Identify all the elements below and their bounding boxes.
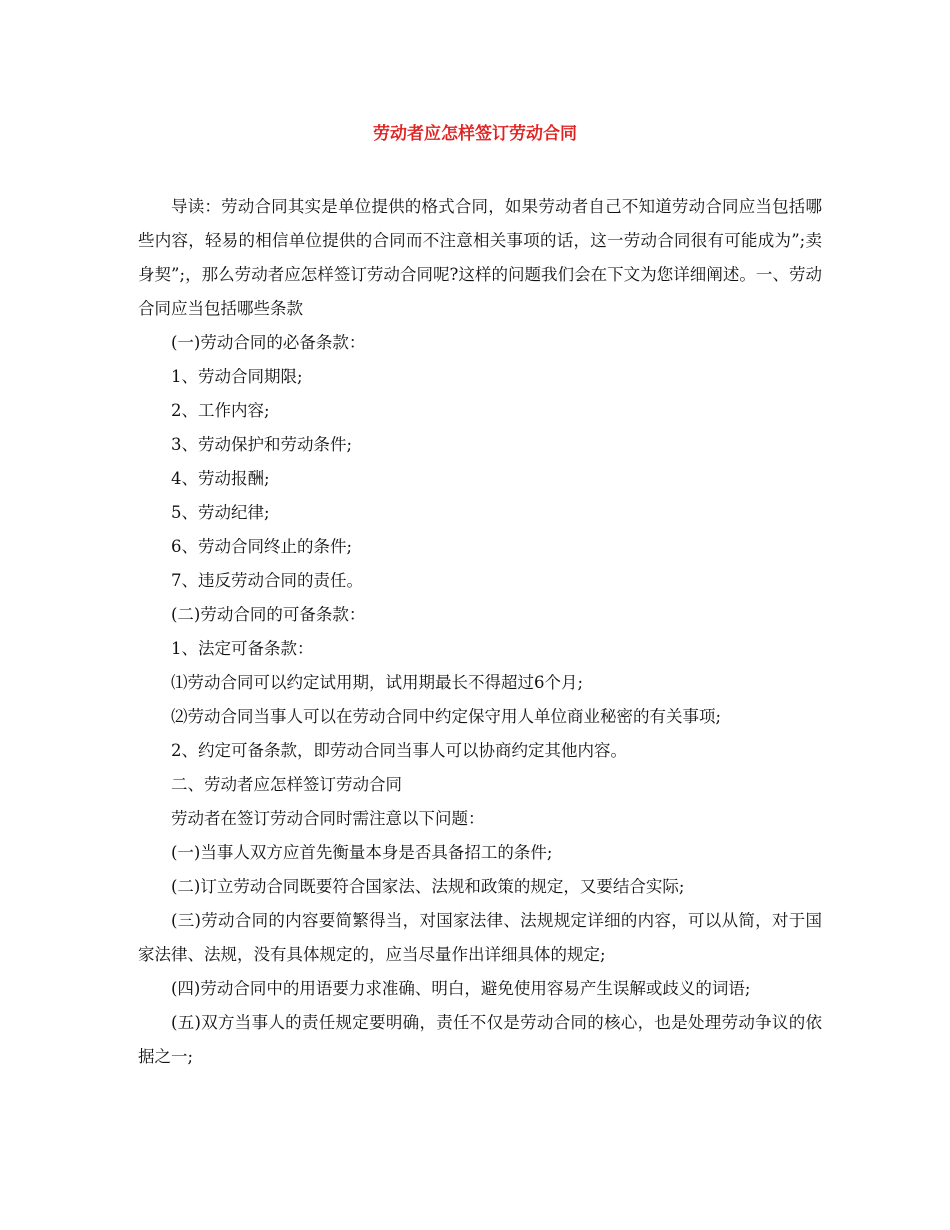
paragraph: (四)劳动合同中的用语要力求准确、明白，避免使用容易产生误解或歧义的词语; [171, 979, 751, 998]
paragraph: 3、劳动保护和劳动条件; [171, 435, 353, 454]
paragraph: 1、法定可备条款： [171, 639, 314, 658]
section-heading: 二、劳动者应怎样签订劳动合同 [171, 775, 402, 794]
paragraph: 2、约定可备条款，即劳动合同当事人可以协商约定其他内容。 [171, 741, 627, 760]
document-body [138, 190, 822, 1074]
paragraph: 6、劳动合同终止的条件; [171, 537, 353, 556]
paragraph: (二)订立劳动合同既要符合国家法、法规和政策的规定，又要结合实际; [171, 877, 685, 896]
paragraph: 4、劳动报酬; [171, 469, 270, 488]
paragraph: (三)劳动合同的内容要简繁得当，对国家法律、法规规定详细的内容，可以从简，对于国家法律、法规，没有具体规定的，应当尽量作出详细具体的规定; [138, 911, 822, 964]
paragraph: 7、违反劳动合同的责任。 [171, 571, 363, 590]
paragraph: 劳动者在签订劳动合同时需注意以下问题： [171, 809, 485, 828]
paragraph: 5、劳动纪律; [171, 503, 270, 522]
paragraph-intro: 导读：劳动合同其实是单位提供的格式合同，如果劳动者自己不知道劳动合同应当包括哪些内容，轻易的相信单位提供的合同而不注意相关事项的话，这一劳动合同很有可能成为”;卖身契”;，那么劳动者应怎样签订劳动合同呢?这样的问题我们会在下文为您详细阐述。一、劳动合同应当包括哪些条款 [138, 197, 822, 318]
paragraph: (一)劳动合同的必备条款： [171, 333, 366, 352]
paragraph: 1、劳动合同期限; [171, 367, 303, 386]
paragraph: (二)劳动合同的可备条款： [171, 605, 366, 624]
paragraph: (一)当事人双方应首先衡量本身是否具备招工的条件; [171, 843, 553, 862]
paragraph: (五)双方当事人的责任规定要明确，责任不仅是劳动合同的核心，也是处理劳动争议的依据之一; [138, 1013, 822, 1066]
document-title: 劳动者应怎样签订劳动合同 [373, 124, 577, 144]
paragraph: 2、工作内容; [171, 401, 270, 420]
paragraph: ⑵劳动合同当事人可以在劳动合同中约定保守用人单位商业秘密的有关事项; [171, 707, 722, 726]
paragraph: ⑴劳动合同可以约定试用期，试用期最长不得超过6个月; [171, 673, 584, 692]
